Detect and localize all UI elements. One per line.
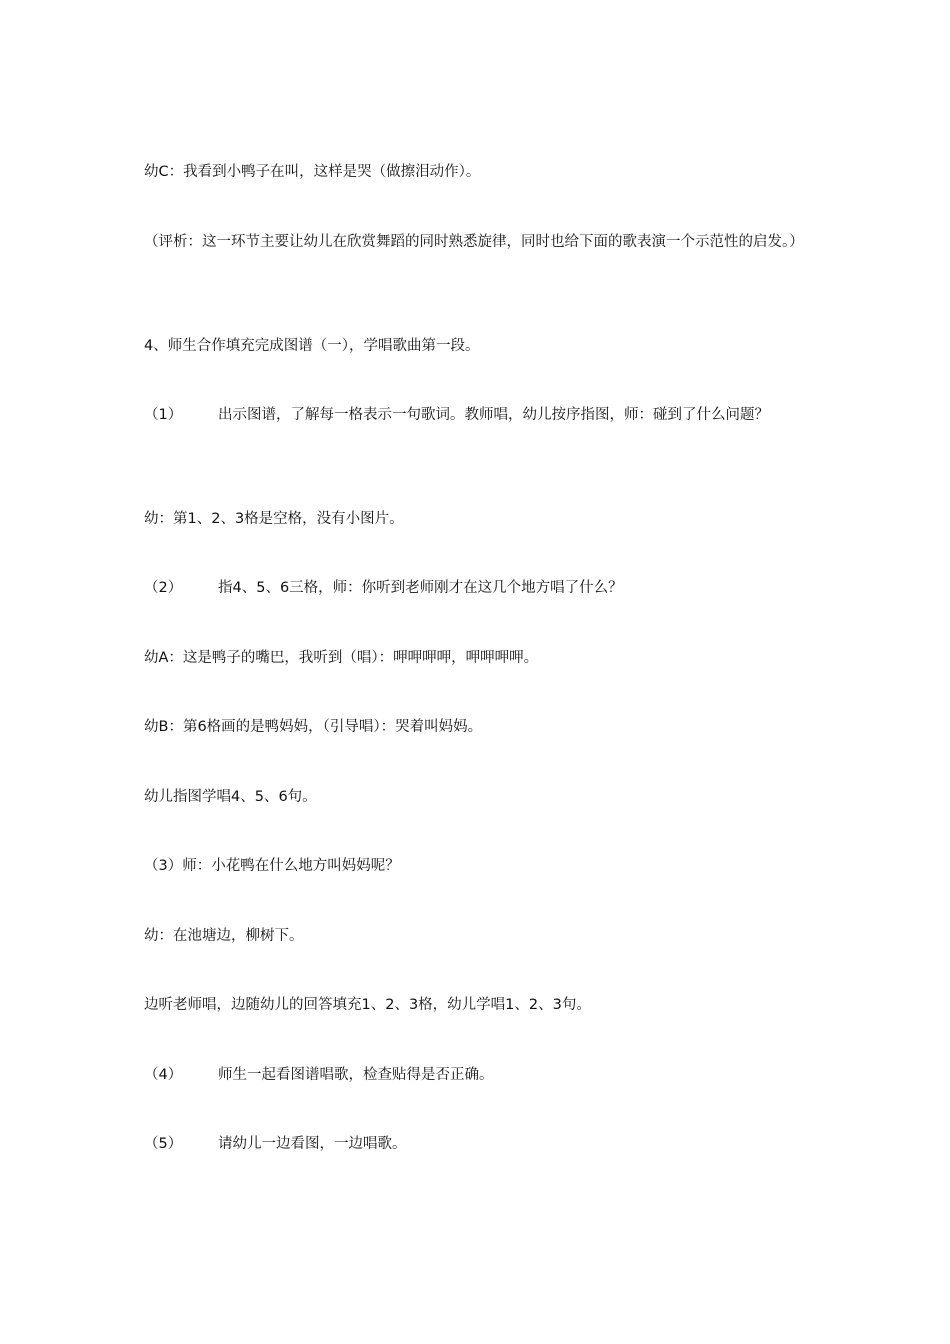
paragraph-item-1 (144, 398, 814, 432)
paragraph-text: 边听老师唱，边随幼儿的回答填充1、2、3格，幼儿学唱1、2、3句。 (144, 997, 591, 1013)
item-number: （5） (144, 1136, 183, 1152)
paragraph-sing-lines-4-6 (144, 780, 814, 814)
paragraph-text: 幼A：这是鸭子的嘴巴，我听到（唱）：呷呷呷呷，呷呷呷呷。 (144, 650, 539, 666)
paragraph-text: 幼：第1、2、3格是空格，没有小图片。 (144, 511, 404, 527)
paragraph-step-4-heading (144, 329, 814, 363)
paragraph-item-3 (144, 849, 814, 883)
paragraph-text: 幼：在池塘边，柳树下。 (144, 928, 304, 944)
paragraph-text: 幼B：第6格画的是鸭妈妈，（引导唱）：哭着叫妈妈。 (144, 719, 483, 735)
paragraph-text: 请幼儿一边看图，一边唱歌。 (218, 1136, 407, 1152)
paragraph-text: 幼儿指图学唱4、5、6句。 (144, 789, 317, 805)
item-number: （1） (144, 407, 183, 423)
item-number: （2） (144, 580, 183, 596)
paragraph-item-5 (144, 1127, 814, 1161)
paragraph-child-answer-empty-cells (144, 502, 814, 536)
paragraph-text: 出示图谱，了解每一格表示一句歌词。教师唱，幼儿按序指图，师：碰到了什么问题？ (218, 407, 769, 423)
paragraph-child-c-answer (144, 155, 814, 189)
paragraph-child-answer-pond (144, 919, 814, 953)
paragraph-item-4 (144, 1058, 814, 1092)
paragraph-child-b-answer (144, 710, 814, 744)
item-number: （4） (144, 1067, 183, 1083)
paragraph-text: （评析：这一环节主要让幼儿在欣赏舞蹈的同时熟悉旋律，同时也给下面的歌表演一个示范性的启发。） (144, 234, 804, 250)
paragraph-text: 幼C：我看到小鸭子在叫，这样是哭（做擦泪动作）。 (144, 164, 481, 180)
paragraph-text: （3）师：小花鸭在什么地方叫妈妈呢？ (144, 858, 400, 874)
paragraph-text: 4、师生合作填充完成图谱（一），学唱歌曲第一段。 (144, 338, 480, 354)
paragraph-commentary (144, 225, 814, 259)
paragraph-item-2 (144, 571, 814, 605)
paragraph-fill-cells-1-3 (144, 988, 814, 1022)
paragraph-text: 师生一起看图谱唱歌，检查贴得是否正确。 (218, 1067, 494, 1083)
paragraph-child-a-answer (144, 641, 814, 675)
paragraph-text: 指4、5、6三格，师：你听到老师刚才在这几个地方唱了什么？ (218, 580, 623, 596)
